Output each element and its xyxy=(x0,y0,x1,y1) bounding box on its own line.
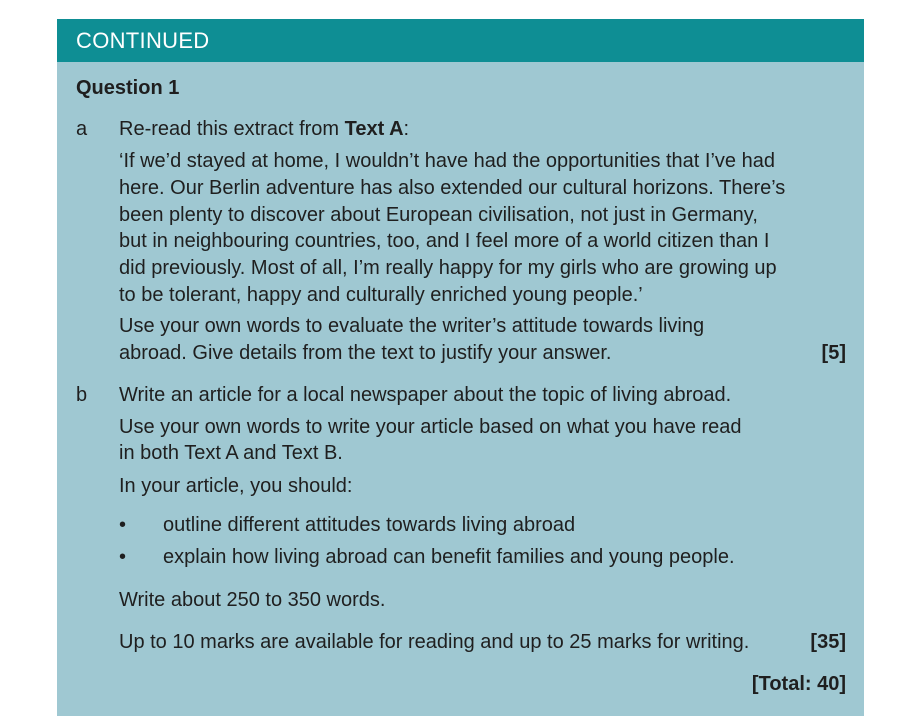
extract-line: did previously. Most of all, I’m really happy for my girls who are growing up xyxy=(119,257,777,279)
part-a-task-line: Use your own words to evaluate the writer’s attitude towards living xyxy=(119,315,705,337)
extract-line: here. Our Berlin adventure has also extended our cultural horizons. There’s xyxy=(119,177,786,199)
extract-line: but in neighbouring countries, too, and I feel more of a world citizen than I xyxy=(119,230,770,252)
bullet-icon: • xyxy=(119,546,127,568)
part-b-letter: b xyxy=(76,384,88,406)
continued-header xyxy=(57,19,864,62)
part-b-line1: Write an article for a local newspaper about the topic of living abroad. xyxy=(119,384,732,406)
extract-line: to be tolerant, happy and culturally enriched young people.’ xyxy=(119,284,643,306)
part-b-instruction-line: Use your own words to write your article based on what you have read xyxy=(119,416,742,438)
question-panel xyxy=(57,19,864,716)
part-a-marks: [5] xyxy=(821,342,846,364)
part-a-intro-text: Re-read this extract from xyxy=(119,118,345,140)
part-a-text-a-label: Text A xyxy=(344,118,404,140)
part-a-task-line: abroad. Give details from the text to justify your answer. xyxy=(119,342,612,364)
part-b-should-line: In your article, you should: xyxy=(119,475,353,497)
part-a-letter: a xyxy=(76,118,88,140)
total-marks: [Total: 40] xyxy=(751,673,846,695)
extract-line: ‘If we’d stayed at home, I wouldn’t have had the opportunities that I’ve had xyxy=(119,150,775,172)
word-count-line: Write about 250 to 350 words. xyxy=(119,589,386,611)
part-b-marks: [35] xyxy=(810,631,846,653)
bullet-icon: • xyxy=(119,514,127,536)
part-b-instruction-line: in both Text A and Text B. xyxy=(119,442,343,464)
part-a-intro xyxy=(119,118,409,141)
bullet-item: outline different attitudes towards living abroad xyxy=(163,514,576,536)
part-a-intro-colon: : xyxy=(403,118,410,140)
question-title: Question 1 xyxy=(76,77,180,99)
marks-allocation-line: Up to 10 marks are available for reading and up to 25 marks for writing. xyxy=(119,631,750,653)
header-title: CONTINUED xyxy=(76,28,210,53)
bullet-item: explain how living abroad can benefit families and young people. xyxy=(163,546,735,568)
extract-line: been plenty to discover about European civilisation, not just in Germany, xyxy=(119,204,758,226)
